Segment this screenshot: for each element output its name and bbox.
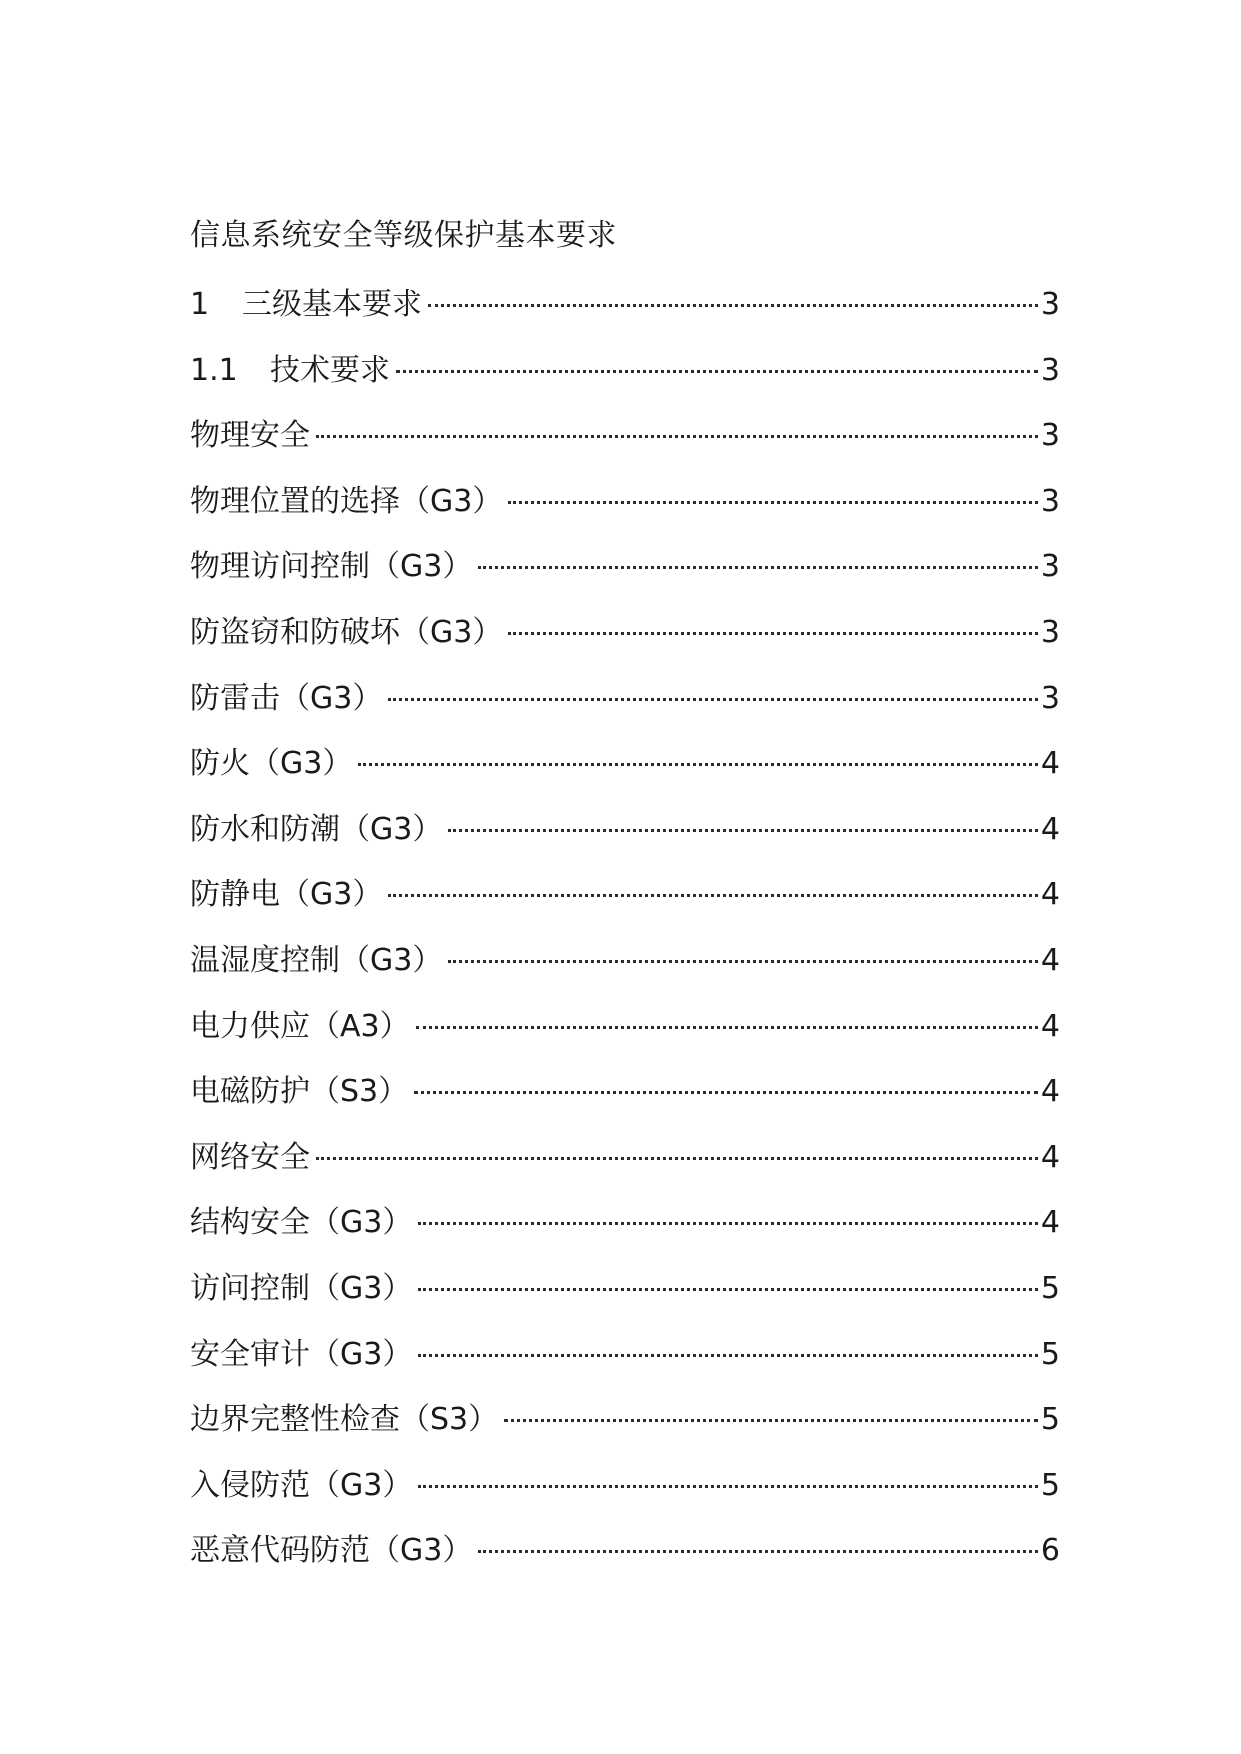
toc-page-number: 5 bbox=[1040, 1402, 1060, 1438]
toc-page-number: 3 bbox=[1040, 287, 1060, 322]
toc-entry-number: 1.1 bbox=[190, 352, 238, 388]
toc-entry-number: 1 bbox=[190, 287, 210, 322]
toc-page-number: 4 bbox=[1040, 746, 1060, 782]
toc-dot-leader bbox=[478, 1550, 1038, 1553]
document-title: 信息系统安全等级保护基本要求 bbox=[190, 218, 617, 253]
toc-dot-leader bbox=[358, 763, 1038, 766]
toc-dot-leader bbox=[316, 1157, 1038, 1160]
toc-entry[interactable] bbox=[190, 613, 1060, 679]
toc-page-number: 4 bbox=[1040, 1008, 1060, 1044]
toc-page-number: 4 bbox=[1040, 1139, 1060, 1175]
toc-dot-leader bbox=[418, 1485, 1038, 1488]
toc-page-number: 4 bbox=[1040, 942, 1060, 978]
toc-dot-leader bbox=[504, 1419, 1038, 1422]
toc-entry[interactable] bbox=[190, 875, 1060, 941]
toc-entry[interactable] bbox=[190, 679, 1060, 745]
toc-dot-leader bbox=[478, 566, 1038, 569]
toc-entry[interactable] bbox=[190, 1007, 1060, 1073]
toc-page-number: 4 bbox=[1040, 811, 1060, 847]
toc-dot-leader bbox=[428, 304, 1038, 307]
toc-entry[interactable] bbox=[190, 810, 1060, 876]
toc-entry-label: 入侵防范（G3） bbox=[190, 1467, 413, 1503]
toc-entry[interactable] bbox=[190, 547, 1060, 613]
toc-page-number: 5 bbox=[1040, 1467, 1060, 1503]
toc-page-number: 3 bbox=[1040, 483, 1060, 519]
toc-dot-leader bbox=[448, 960, 1038, 963]
toc-dot-leader bbox=[388, 698, 1038, 701]
toc-entry[interactable] bbox=[190, 941, 1060, 1007]
toc-entry-label: 恶意代码防范（G3） bbox=[190, 1533, 473, 1569]
toc-entry[interactable] bbox=[190, 1269, 1060, 1335]
toc-page-number: 5 bbox=[1040, 1336, 1060, 1372]
toc-entry-label: 温湿度控制（G3） bbox=[190, 942, 443, 978]
toc-page-number: 3 bbox=[1040, 418, 1060, 454]
toc-entry-label: 电力供应（A3） bbox=[190, 1008, 410, 1044]
toc-entry[interactable] bbox=[190, 1531, 1060, 1597]
toc-entry[interactable] bbox=[190, 1138, 1060, 1204]
table-of-contents bbox=[190, 285, 1060, 1597]
toc-entry-label: 防雷击（G3） bbox=[190, 680, 383, 716]
toc-entry-label: 防静电（G3） bbox=[190, 877, 383, 913]
toc-entry[interactable] bbox=[190, 1400, 1060, 1466]
toc-entry-label: 防火（G3） bbox=[190, 746, 353, 782]
toc-entry-label: 安全审计（G3） bbox=[190, 1336, 413, 1372]
toc-page-number: 3 bbox=[1040, 680, 1060, 716]
toc-dot-leader bbox=[416, 1026, 1038, 1029]
toc-entry-label: 边界完整性检查（S3） bbox=[190, 1402, 499, 1438]
toc-dot-leader bbox=[418, 1222, 1038, 1225]
toc-dot-leader bbox=[508, 501, 1038, 504]
toc-page-number: 5 bbox=[1040, 1270, 1060, 1306]
toc-entry[interactable] bbox=[190, 1203, 1060, 1269]
toc-page-number: 4 bbox=[1040, 1205, 1060, 1241]
toc-entry[interactable] bbox=[190, 416, 1060, 482]
toc-entry[interactable] bbox=[190, 1466, 1060, 1532]
toc-page-number: 3 bbox=[1040, 352, 1060, 388]
toc-dot-leader bbox=[418, 1288, 1038, 1291]
toc-entry-label: 防水和防潮（G3） bbox=[190, 811, 443, 847]
toc-entry-label: 结构安全（G3） bbox=[190, 1205, 413, 1241]
toc-dot-leader bbox=[396, 370, 1038, 373]
toc-dot-leader bbox=[448, 829, 1038, 832]
toc-entry-label: 物理位置的选择（G3） bbox=[190, 483, 503, 519]
toc-entry-label: 物理访问控制（G3） bbox=[190, 549, 473, 585]
toc-dot-leader bbox=[414, 1091, 1038, 1094]
toc-entry[interactable] bbox=[190, 1335, 1060, 1401]
toc-entry-label: 三级基本要求 bbox=[242, 287, 422, 322]
toc-page-number: 3 bbox=[1040, 614, 1060, 650]
toc-entry-label: 电磁防护（S3） bbox=[190, 1074, 409, 1110]
toc-entry[interactable] bbox=[190, 482, 1060, 548]
toc-dot-leader bbox=[388, 894, 1038, 897]
toc-page-number: 4 bbox=[1040, 877, 1060, 913]
toc-entry[interactable] bbox=[190, 1072, 1060, 1138]
toc-entry[interactable] bbox=[190, 285, 1060, 351]
toc-entry-label: 网络安全 bbox=[190, 1139, 310, 1175]
toc-entry[interactable] bbox=[190, 744, 1060, 810]
toc-dot-leader bbox=[316, 435, 1038, 438]
toc-page-number: 4 bbox=[1040, 1074, 1060, 1110]
toc-entry[interactable] bbox=[190, 351, 1060, 417]
toc-dot-leader bbox=[418, 1354, 1038, 1357]
toc-entry-label: 防盗窃和防破坏（G3） bbox=[190, 614, 503, 650]
toc-entry-label: 技术要求 bbox=[270, 352, 390, 388]
toc-entry-label: 访问控制（G3） bbox=[190, 1270, 413, 1306]
toc-page-number: 3 bbox=[1040, 549, 1060, 585]
toc-entry-label: 物理安全 bbox=[190, 418, 310, 454]
toc-page-number: 6 bbox=[1040, 1533, 1060, 1569]
toc-dot-leader bbox=[508, 632, 1038, 635]
